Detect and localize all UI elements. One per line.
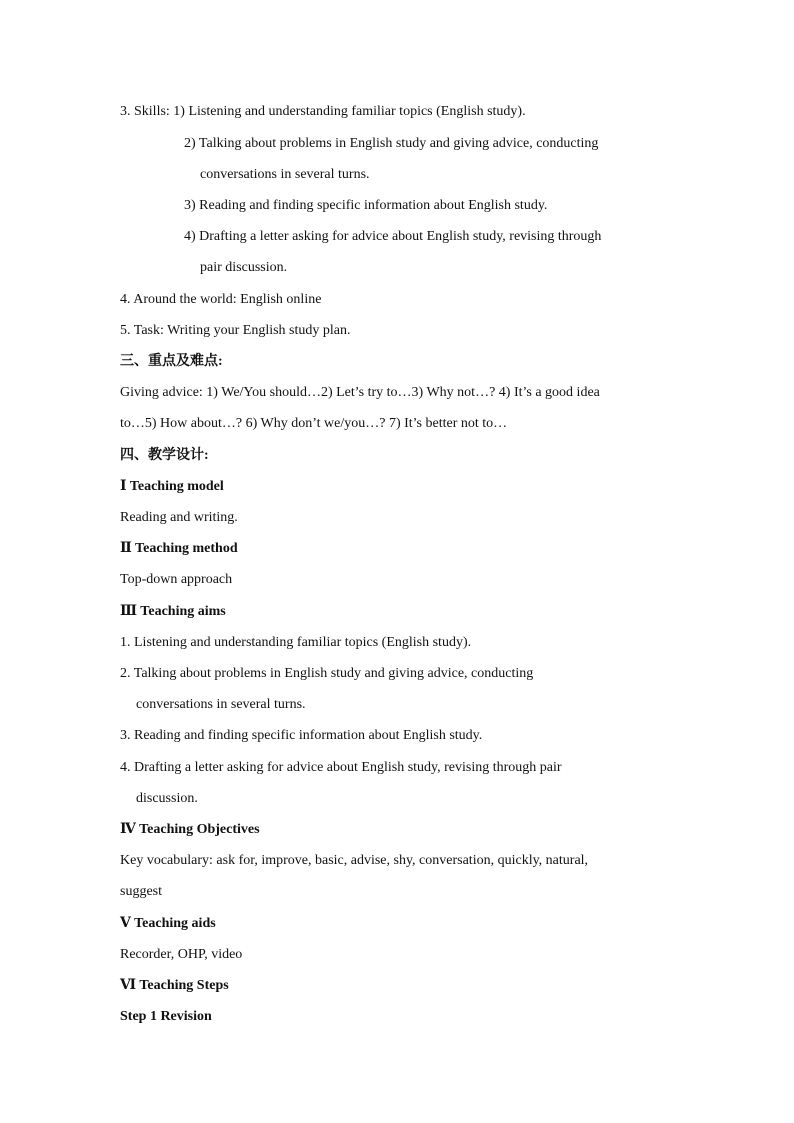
teaching-aims-heading: Ⅲ Teaching aims: [120, 604, 226, 619]
around-world: 4. Around the world: English online: [120, 292, 322, 307]
skills-lead: 3. Skills: 1) Listening and understanding familiar topics (English study).: [120, 104, 526, 119]
step-1-heading: Step 1 Revision: [120, 1009, 212, 1024]
teaching-steps-heading: Ⅵ Teaching Steps: [120, 978, 229, 993]
aims-item-4-cont: discussion.: [136, 791, 198, 806]
aims-item-1: 1. Listening and understanding familiar topics (English study).: [120, 635, 472, 650]
objectives-line-2: suggest: [120, 884, 162, 899]
skills-item-2-cont: conversations in several turns.: [200, 167, 370, 182]
teaching-method-heading: Ⅱ Teaching method: [120, 541, 238, 556]
skills-item-3: 3) Reading and finding specific information about English study.: [184, 198, 548, 213]
aims-item-3: 3. Reading and finding specific information about English study.: [120, 728, 483, 743]
key-points-line-2: to…5) How about…? 6) Why don’t we/you…? 7) It’s better not to…: [120, 416, 508, 431]
teaching-aids-heading: Ⅴ Teaching aids: [120, 916, 216, 931]
key-points-heading: 三、重点及难点:: [120, 354, 223, 369]
teaching-objectives-heading: Ⅳ Teaching Objectives: [120, 822, 260, 837]
key-points-line-1: Giving advice: 1) We/You should…2) Let’s try to…3) Why not…? 4) It’s a good idea: [120, 385, 600, 400]
objectives-line-1: Key vocabulary: ask for, improve, basic, advise, shy, conversation, quickly, natural,: [120, 853, 589, 868]
skills-item-4: 4) Drafting a letter asking for advice about English study, revising through: [184, 229, 602, 244]
teaching-model-heading: Ⅰ Teaching model: [120, 479, 224, 494]
skills-item-2: 2) Talking about problems in English study and giving advice, conducting: [184, 136, 599, 151]
aims-item-2-cont: conversations in several turns.: [136, 697, 306, 712]
teaching-aids-text: Recorder, OHP, video: [120, 947, 243, 962]
task: 5. Task: Writing your English study plan.: [120, 323, 351, 338]
teaching-model-text: Reading and writing.: [120, 510, 238, 525]
skills-item-4-cont: pair discussion.: [200, 260, 288, 275]
teaching-method-text: Top-down approach: [120, 572, 233, 587]
design-heading: 四、教学设计:: [120, 448, 209, 463]
aims-item-4: 4. Drafting a letter asking for advice about English study, revising through pair: [120, 760, 562, 775]
aims-item-2: 2. Talking about problems in English study and giving advice, conducting: [120, 666, 534, 681]
